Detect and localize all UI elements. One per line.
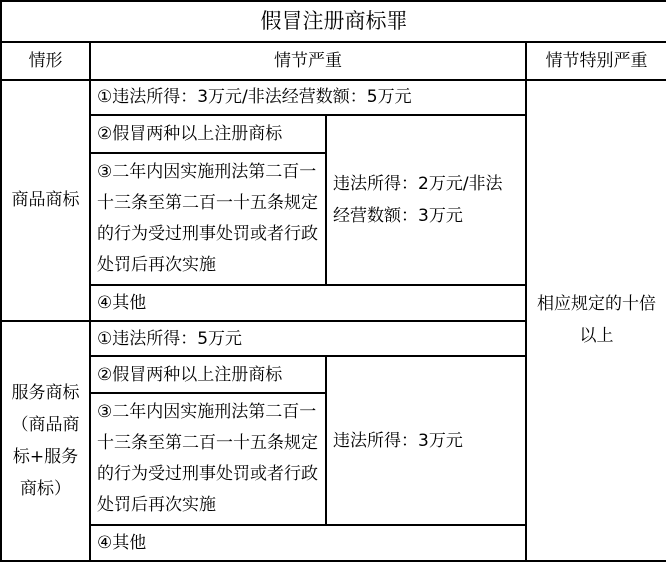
service-criterion-2: ②假冒两种以上注册商标 <box>90 356 326 393</box>
header-row <box>1 42 666 80</box>
goods-criterion-1: ①违法所得：3万元/非法经营数额：5万元 <box>90 80 526 116</box>
goods-criterion-3: ③二年内因实施刑法第二百一十三条至第二百一十五条规定的行为受过刑事处罚或者行政处罚后再次实施 <box>90 153 326 285</box>
header-situation: 情形 <box>1 42 90 80</box>
header-especially-serious: 情节特别严重 <box>526 42 666 80</box>
service-criterion-3: ③二年内因实施刑法第二百一十三条至第二百一十五条规定的行为受过刑事处罚或者行政处罚后再次实施 <box>90 393 326 525</box>
goods-criterion-4: ④其他 <box>90 285 526 321</box>
table-title: 假冒注册商标罪 <box>1 1 666 42</box>
service-criterion-1: ①违法所得：5万元 <box>90 321 526 357</box>
goods-label: 商品商标 <box>1 80 90 321</box>
header-serious: 情节严重 <box>90 42 526 80</box>
goods-criterion-2: ②假冒两种以上注册商标 <box>90 115 326 153</box>
goods-row-1 <box>1 80 666 116</box>
service-label: 服务商标（商品商标+服务商标） <box>1 321 90 561</box>
title-row <box>1 1 666 42</box>
service-shared-threshold: 违法所得：3万元 <box>326 356 526 525</box>
goods-shared-threshold: 违法所得：2万元/非法经营数额：3万元 <box>326 115 526 285</box>
especially-serious-cell: 相应规定的十倍以上 <box>526 80 666 561</box>
service-criterion-4: ④其他 <box>90 525 526 561</box>
